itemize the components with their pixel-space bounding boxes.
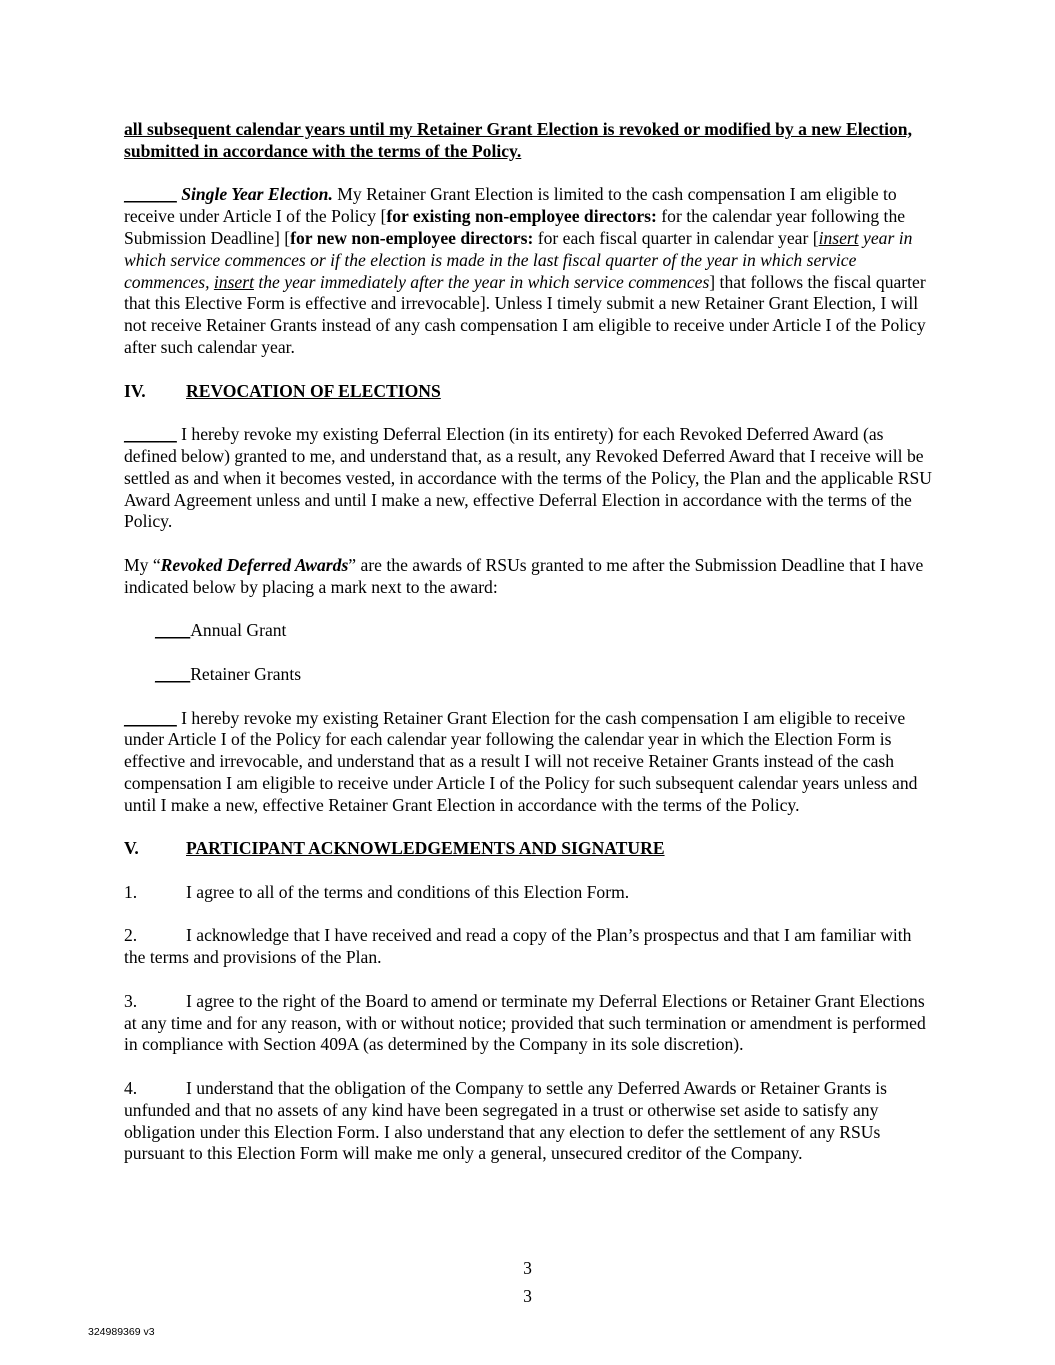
acknowledgement-item: 1. I agree to all of the terms and conditions of this Election Form.	[124, 881, 630, 902]
revoke-retainer-paragraph: ______ I hereby revoke my existing Retainer Grant Election for the cash compensation I am eligible to receive under Article I of the Policy for each calendar year following the calendar year in which the Election Form is effective and irrevocable, and understand that as a result I will not receive Retainer Grants instead of the cash compensation I am eligible to receive under Article I of the Policy for such subsequent calendar years unless and until I make a new, effective Retainer Grant Election in accordance with the terms of the Policy.	[124, 707, 918, 815]
single-year-title: Single Year Election.	[181, 184, 333, 205]
signature-blank[interactable]: ______	[124, 707, 177, 728]
option-blank[interactable]: ____	[155, 620, 191, 641]
option-annual-grant: ____Annual Grant	[155, 620, 287, 641]
single-year-election-paragraph: ______ Single Year Election. My Retainer Grant Election is limited to the cash compensation I am eligible to receive under Article I of the Policy [for existing non-employee directors: for the calendar year following the Submission Deadline] [for new non-employee directors: for each fiscal quarter in calendar year [insert year in which service commences or if the election is made in the last fiscal quarter of the year in which service commences, insert the year immediately after the year in which service commences] that follows the fiscal quarter that this Elective Form is effective and irrevocable]. Unless I timely submit a new Retainer Grant Election, I will not receive Retainer Grants instead of any cash compensation I am eligible to receive under Article I of the Policy after such calendar year.	[124, 184, 926, 357]
continuation-paragraph: all subsequent calendar years until my Retainer Grant Election is revoked or modified by a new Election, submitted in accordance with the terms of the Policy.	[124, 119, 912, 161]
page-number: 3	[523, 1286, 532, 1306]
acknowledgement-item: 2. I acknowledge that I have received and read a copy of the Plan’s prospectus and that I am familiar with the terms and provisions of the Plan.	[124, 925, 912, 968]
section-heading-v: V. PARTICIPANT ACKNOWLEDGEMENTS AND SIGNATURE	[124, 838, 665, 859]
revoked-awards-definition: My “Revoked Deferred Awards” are the awards of RSUs granted to me after the Submission Deadline that I have indicated below by placing a mark next to the award:	[124, 554, 924, 597]
acknowledgement-item: 3. I agree to the right of the Board to amend or terminate my Deferral Elections or Retainer Grant Elections at any time and for any reason, with or without notice; provided that such termination or amendment is performed in compliance with Section 409A (as determined by the Company in its sole discretion).	[124, 990, 926, 1055]
signature-blank[interactable]: ______	[124, 184, 177, 205]
revoke-deferral-paragraph: ______ I hereby revoke my existing Deferral Election (in its entirety) for each Revoked Deferred Award (as defined below) granted to me, and understand that, as a result, any Revoked Deferred Award that I receive will be settled as and when it becomes vested, in accordance with the terms of the Policy, the Plan and the applicable RSU Award Agreement unless and until I make a new, effective Deferral Election in accordance with the terms of the Policy.	[124, 424, 932, 532]
page-number: 3	[523, 1258, 532, 1278]
defined-term: Revoked Deferred Awards	[160, 554, 349, 575]
option-retainer-grants: ____Retainer Grants	[155, 663, 302, 684]
document-page	[124, 119, 934, 1165]
acknowledgement-item: 4. I understand that the obligation of the Company to settle any Deferred Awards or Retainer Grants is unfunded and that no assets of any kind have been segregated in a trust or otherwise set aside to satisfy any obligation under this Election Form. I also understand that any election to defer the settlement of any RSUs pursuant to this Election Form will make me only a general, unsecured creditor of the Company.	[124, 1078, 887, 1164]
document-id: 324989369 v3	[88, 1326, 155, 1338]
section-heading-iv: IV. REVOCATION OF ELECTIONS	[124, 380, 441, 401]
signature-blank[interactable]: ______	[124, 424, 177, 445]
option-blank[interactable]: ____	[155, 663, 191, 684]
